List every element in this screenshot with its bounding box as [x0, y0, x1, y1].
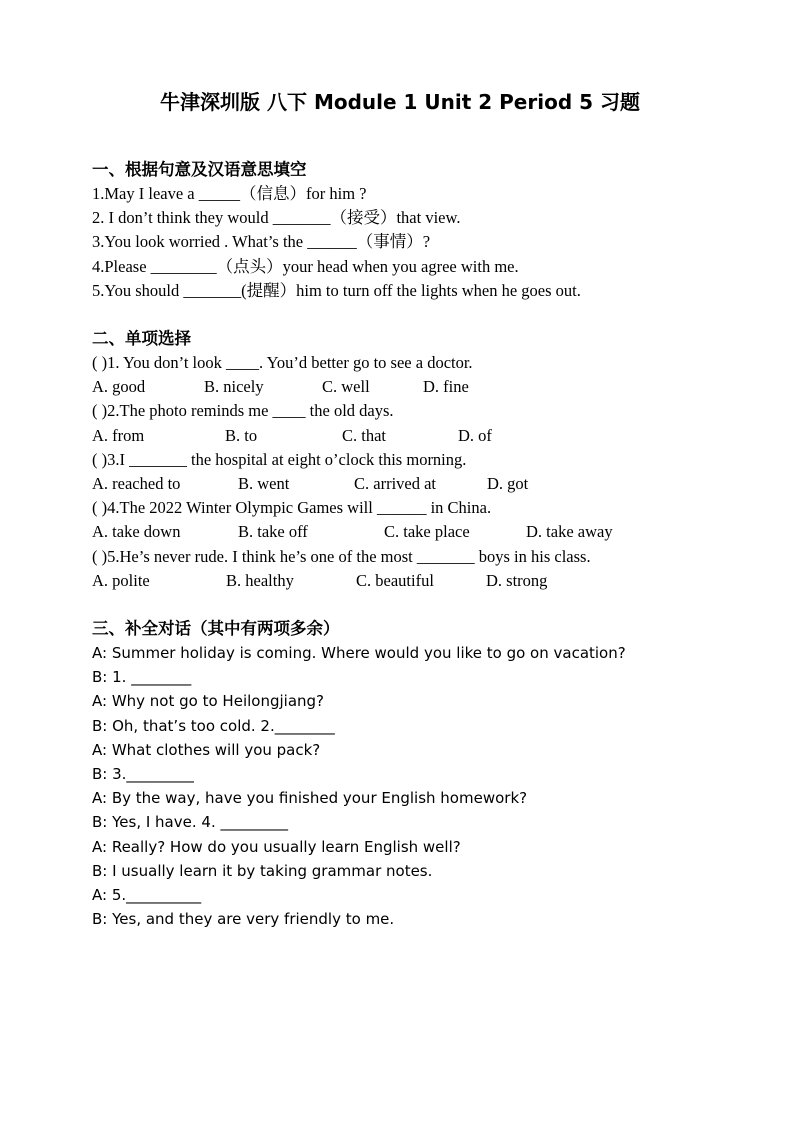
- option-b: B. to: [225, 425, 258, 445]
- option-b: B. nicely: [204, 377, 264, 397]
- option-d: D. of: [458, 425, 492, 445]
- option-a: A. reached to: [92, 473, 181, 493]
- option-c: C. well: [322, 377, 370, 397]
- section-heading: 一、根据句意及汉语意思填空: [92, 160, 307, 179]
- page-title: 牛津深圳版 八下 Module 1 Unit 2 Period 5 习题: [160, 90, 640, 114]
- section-multiple-choice: [92, 327, 772, 593]
- dialogue-line: B: Yes, I have. 4. _________: [92, 813, 288, 832]
- question-line: ( )5.He’s never rude. I think he’s one of the most _______ boys in his class.: [92, 546, 591, 566]
- section-heading: 三、补全对话（其中有两项多余）: [92, 619, 340, 638]
- option-c: C. that: [342, 425, 386, 445]
- dialogue-line: A: What clothes will you pack?: [92, 740, 321, 759]
- question-line: 3.You look worried . What’s the ______（事情）?: [92, 232, 431, 252]
- question-line: ( )2.The photo reminds me ____ the old days.: [92, 401, 394, 421]
- option-d: D. fine: [423, 377, 469, 397]
- options-row: [92, 520, 772, 544]
- question-line: ( )1. You don’t look ____. You’d better go to see a doctor.: [92, 353, 473, 372]
- dialogue-line: B: Oh, that’s too cold. 2.________: [92, 716, 335, 735]
- dialogue-line: B: I usually learn it by taking grammar notes.: [92, 861, 433, 880]
- option-b: B. healthy: [226, 570, 294, 590]
- section-dialogue: [92, 617, 772, 931]
- option-a: A. polite: [92, 570, 150, 590]
- section-fill-blanks: [92, 158, 772, 303]
- question-line: 2. I don’t think they would _______（接受）that view.: [92, 208, 461, 228]
- dialogue-line: B: 3._________: [92, 764, 194, 783]
- dialogue-line: A: 5.__________: [92, 885, 202, 904]
- options-row: [92, 424, 772, 448]
- dialogue-line: A: Really? How do you usually learn English well?: [92, 837, 461, 856]
- option-d: D. strong: [486, 570, 548, 590]
- options-row: [92, 375, 772, 399]
- dialogue-line: A: Summer holiday is coming. Where would you like to go on vacation?: [92, 644, 626, 662]
- option-d: D. take away: [526, 522, 613, 542]
- option-c: C. take place: [384, 522, 470, 542]
- option-a: A. from: [92, 425, 145, 445]
- option-a: A. take down: [92, 522, 181, 542]
- dialogue-line: A: Why not go to Heilongjiang?: [92, 692, 324, 711]
- option-d: D. got: [487, 473, 529, 493]
- dialogue-line: B: 1. ________: [92, 668, 192, 687]
- option-b: B. take off: [238, 522, 308, 542]
- section-heading: 二、单项选择: [92, 329, 191, 348]
- question-line: 1.May I leave a _____（信息）for him ?: [92, 184, 367, 203]
- options-row: [92, 569, 772, 593]
- dialogue-line: B: Yes, and they are very friendly to me.: [92, 910, 395, 929]
- option-b: B. went: [238, 473, 290, 493]
- dialogue-line: A: By the way, have you finished your English homework?: [92, 789, 528, 808]
- question-line: 4.Please ________（点头）your head when you agree with me.: [92, 256, 519, 276]
- option-a: A. good: [92, 377, 146, 397]
- question-line: ( )4.The 2022 Winter Olympic Games will ______ in China.: [92, 498, 492, 518]
- option-c: C. beautiful: [356, 570, 434, 590]
- options-row: [92, 472, 772, 496]
- question-line: ( )3.I _______ the hospital at eight o’clock this morning.: [92, 449, 467, 469]
- question-line: 5.You should _______(提醒）him to turn off the lights when he goes out.: [92, 280, 581, 300]
- option-c: C. arrived at: [354, 473, 437, 493]
